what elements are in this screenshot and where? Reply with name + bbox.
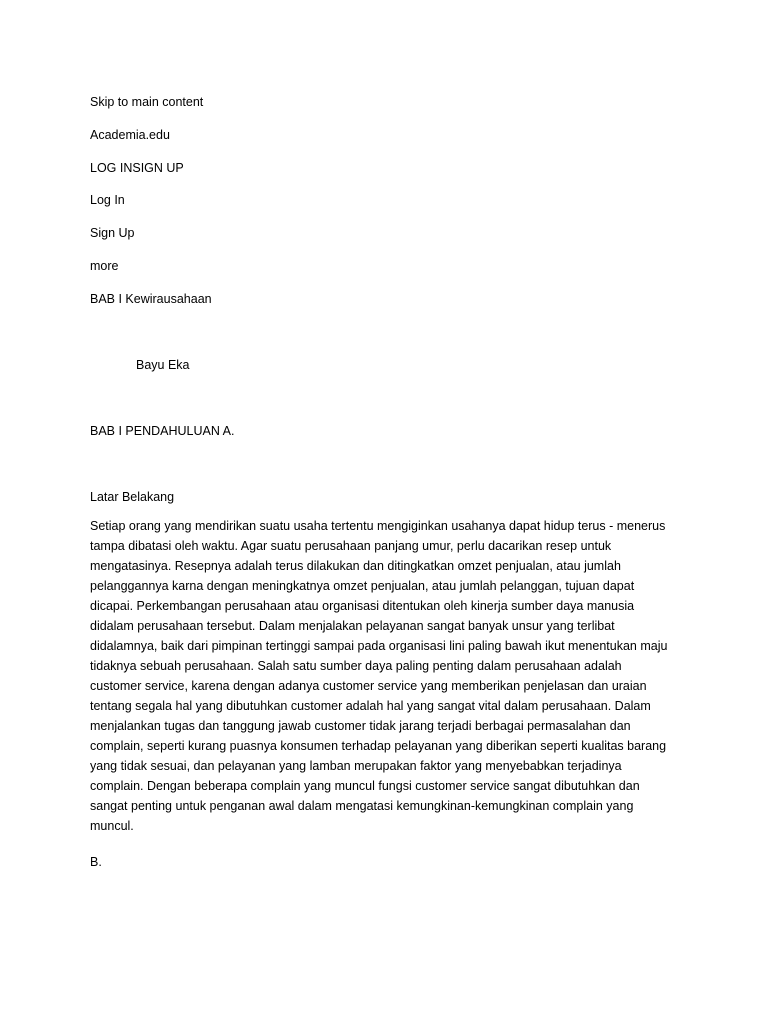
author-name: Bayu Eka [136, 358, 190, 372]
login-link[interactable]: Log In [90, 193, 125, 207]
chapter-heading: BAB I PENDAHULUAN A. [90, 424, 235, 438]
next-section-label: B. [90, 855, 102, 869]
login-signup-link[interactable]: LOG INSIGN UP [90, 161, 184, 175]
academia-brand-link[interactable]: Academia.edu [90, 128, 170, 142]
signup-link[interactable]: Sign Up [90, 226, 135, 240]
section-heading: Latar Belakang [90, 490, 175, 504]
skip-to-main-content-link[interactable]: Skip to main content [90, 95, 204, 109]
body-paragraph: Setiap orang yang mendirikan suatu usaha tertentu mengiginkan usahanya dapat hidup terus - menerus tampa dibatasi oleh waktu. Agar suatu perusahaan panjang umur, perlu dacarikan resep untuk mengatasinya. Resepnya adalah terus dilakukan dan ditingkatkan omzet penjualan, atau jumlah pelanggannya karna dengan meningkatnya omzet penjualan, atau jumlah pelanggan, tujuan dapat dicapai. Perkembangan perusahaan atau organisasi ditentukan oleh kinerja sumber daya manusia didalam perusahaan tersebut. Dalam menjalakan pelayanan sangat banyak unsur yang terlibat didalamnya, baik dari pimpinan tertinggi sampai pada organisasi lini paling bawah ikut menentukan maju tidaknya sebuah perusahaan. Salah satu sumber daya paling penting dalam perusahaan adalah customer service, karena dengan adanya customer service yang memberikan penjelasan dan uraian tentang segala hal yang dibutuhkan customer adalah hal yang sangat vital dalam perusahaan. Dalam menjalankan tugas dan tanggung jawab customer tidak jarang terjadi berbagai permasalahan dan complain, seperti kurang puasnya konsumen terhadap pelayanan yang diberikan seperti kualitas barang yang tidak sesuai, dan pelayanan yang lamban merupakan faktor yang menyebabkan terjadinya complain. Dengan beberapa complain yang muncul fungsi customer service sangat dibutuhkan dan sangat penting untuk penganan awal dalam mengatasi kemungkinan-kemungkinan complain yang muncul. [90, 519, 668, 833]
document-title: BAB I Kewirausahaan [90, 292, 212, 306]
more-link[interactable]: more [90, 259, 119, 273]
